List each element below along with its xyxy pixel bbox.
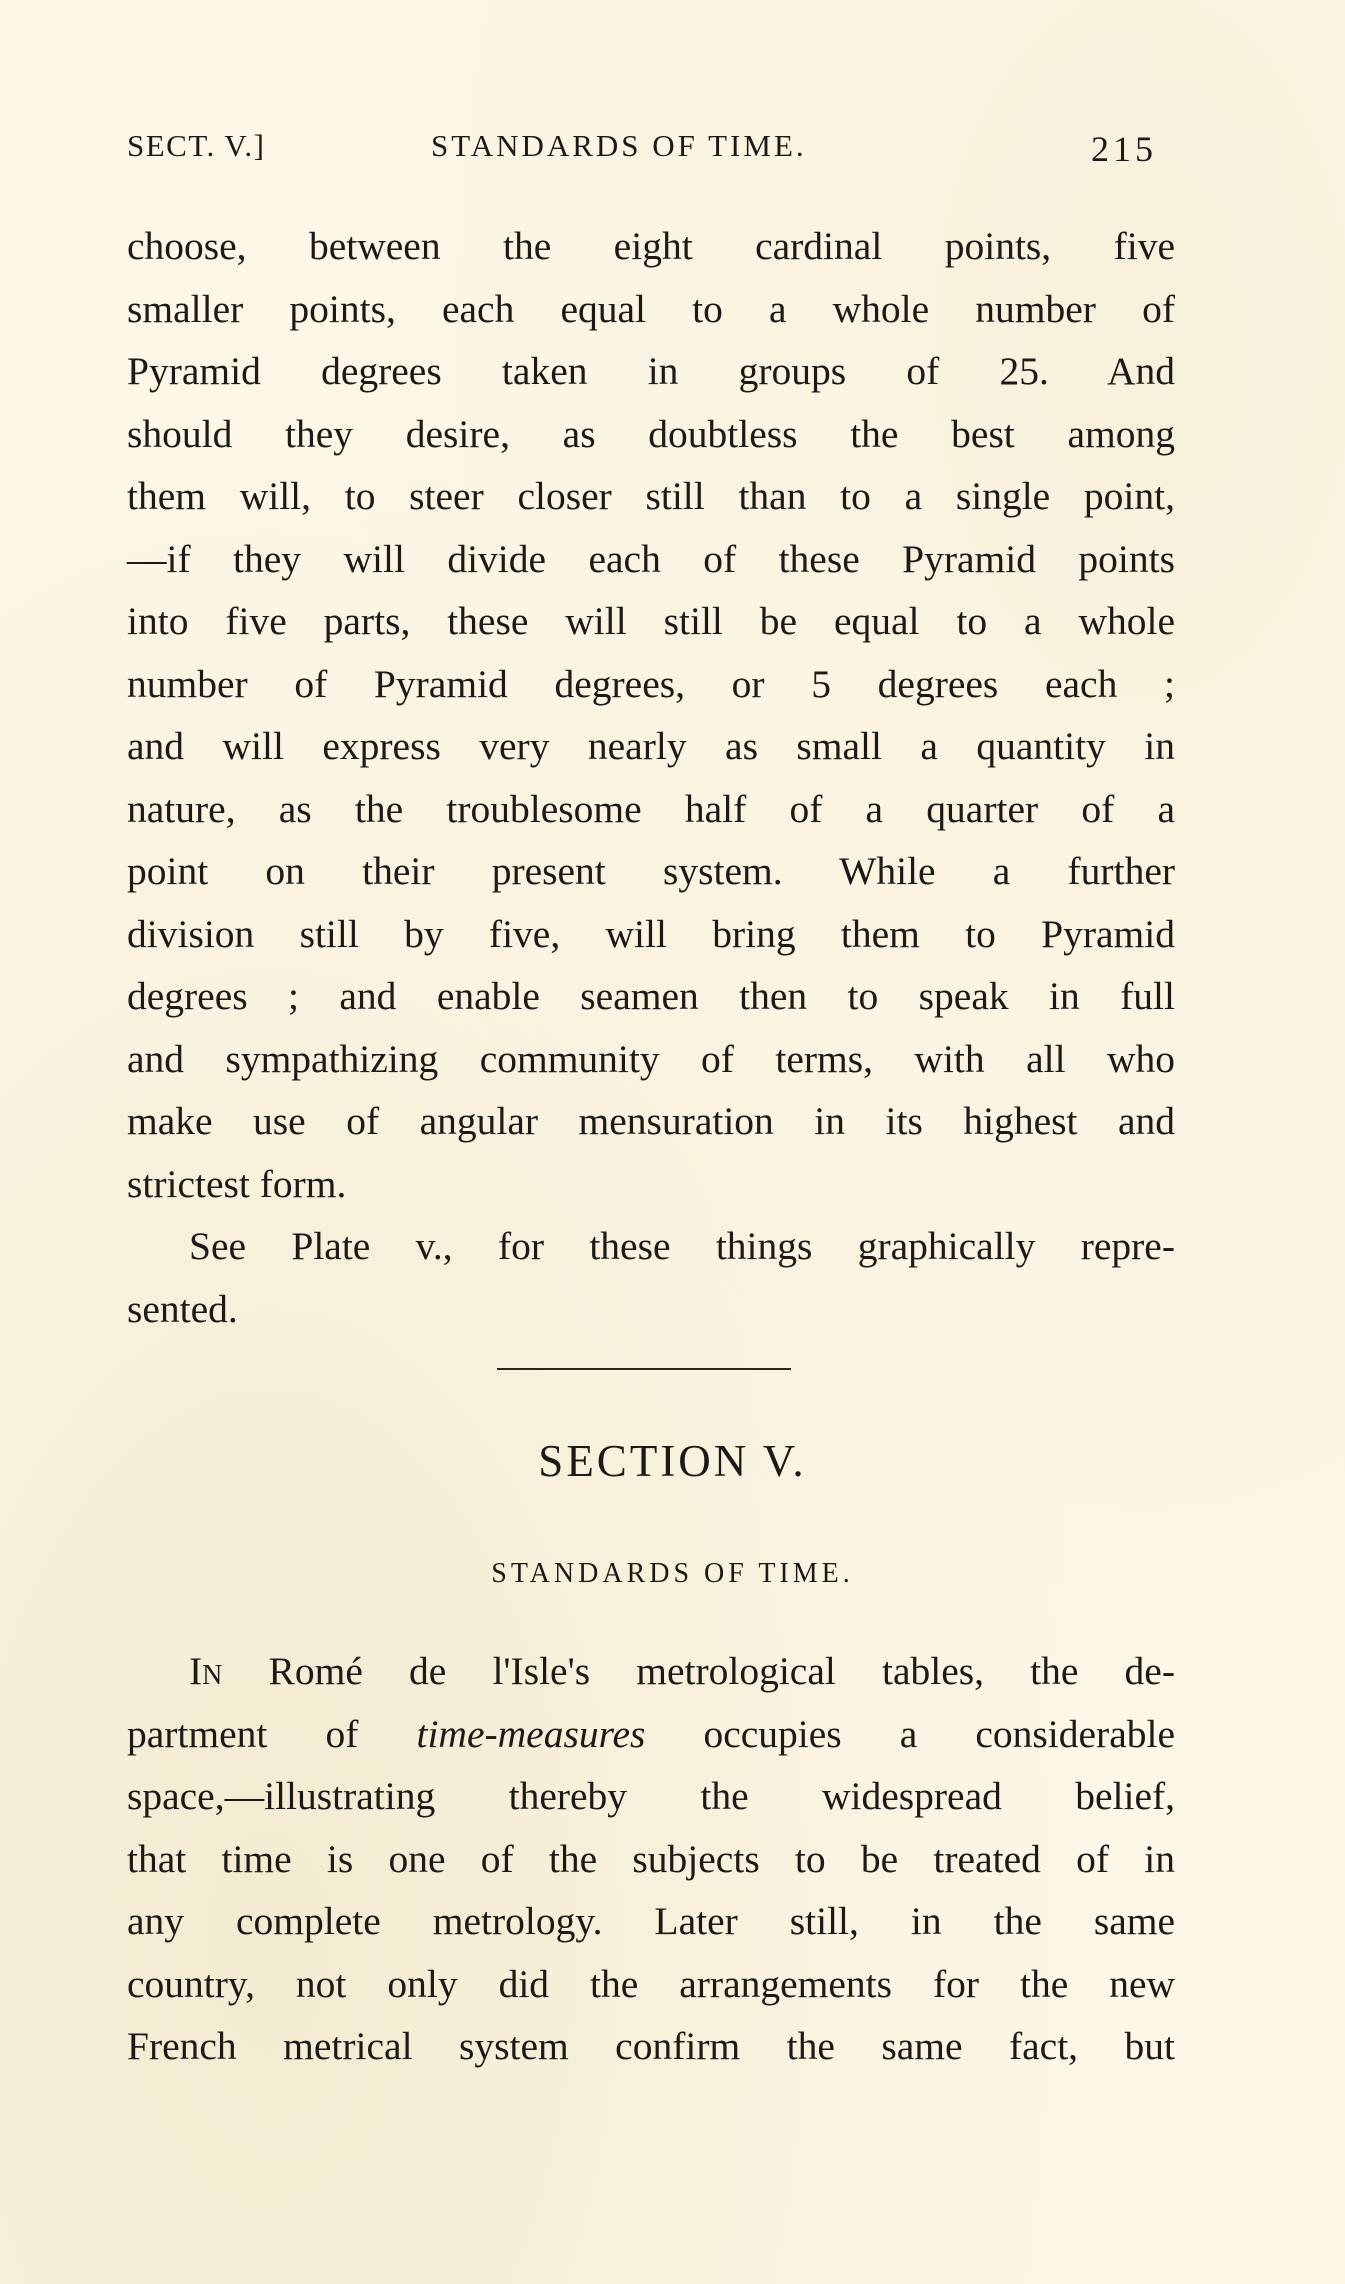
text-line: any complete metrology. Later still, in the same xyxy=(127,1899,1175,1943)
text-line: See Plate v., for these things graphically repre- xyxy=(189,1224,1175,1268)
text-fragment: Romé de l'Isle's metrological tables, the de- xyxy=(222,1649,1175,1693)
text-line: that time is one of the subjects to be treated of in xyxy=(127,1836,1175,1881)
text-fragment: partment of xyxy=(127,1711,417,1756)
text-line: and sympathizing community of terms, with all who xyxy=(127,1036,1175,1081)
body-text-top xyxy=(127,215,1175,1340)
section-subheading: STANDARDS OF TIME. xyxy=(491,1558,854,1589)
text-line: choose, between the eight cardinal points, five xyxy=(127,224,1175,268)
section-reference: SECT. V.] xyxy=(127,128,266,163)
text-line: point on their present system. While a further xyxy=(127,849,1175,893)
text-line: smaller points, each equal to a whole number of xyxy=(127,286,1175,331)
text-line: country, not only did the arrangements for the new xyxy=(127,1961,1175,2006)
drop-initial-word: In xyxy=(189,1649,223,1693)
text-line: nature, as the troublesome half of a quarter of a xyxy=(127,786,1175,831)
italic-term: time-measures xyxy=(416,1711,646,1756)
text-line: into five parts, these will still be equal to a whole xyxy=(127,599,1175,643)
text-line: and will express very nearly as small a quantity in xyxy=(127,724,1175,768)
text-line: sented. xyxy=(127,1286,238,1331)
running-header xyxy=(127,128,1157,172)
text-line: —if they will divide each of these Pyramid points xyxy=(127,536,1175,581)
section-divider xyxy=(497,1368,791,1370)
body-text-bottom xyxy=(127,1640,1175,2078)
text-line: them will, to steer closer still than to a single point, xyxy=(127,474,1175,518)
text-line xyxy=(127,1703,1175,1766)
text-line: should they desire, as doubtless the best among xyxy=(127,411,1175,456)
text-line: number of Pyramid degrees, or 5 degrees each ; xyxy=(127,661,1175,706)
page-number: 215 xyxy=(1091,129,1157,169)
text-line: make use of angular mensuration in its highest and xyxy=(127,1099,1175,1143)
section-heading: SECTION V. xyxy=(538,1436,807,1486)
text-line: strictest form. xyxy=(127,1161,347,1206)
text-line: French metrical system confirm the same fact, but xyxy=(127,2024,1175,2068)
text-line: Pyramid degrees taken in groups of 25. And xyxy=(127,349,1175,393)
text-line xyxy=(127,1640,1175,1703)
text-line: division still by five, will bring them to Pyramid xyxy=(127,911,1175,956)
text-line: degrees ; and enable seamen then to speak in full xyxy=(127,974,1175,1018)
text-fragment: occupies a considerable xyxy=(645,1711,1175,1756)
text-line: space,—illustrating thereby the widespread belief, xyxy=(127,1774,1175,1818)
running-title: STANDARDS OF TIME. xyxy=(431,128,807,163)
